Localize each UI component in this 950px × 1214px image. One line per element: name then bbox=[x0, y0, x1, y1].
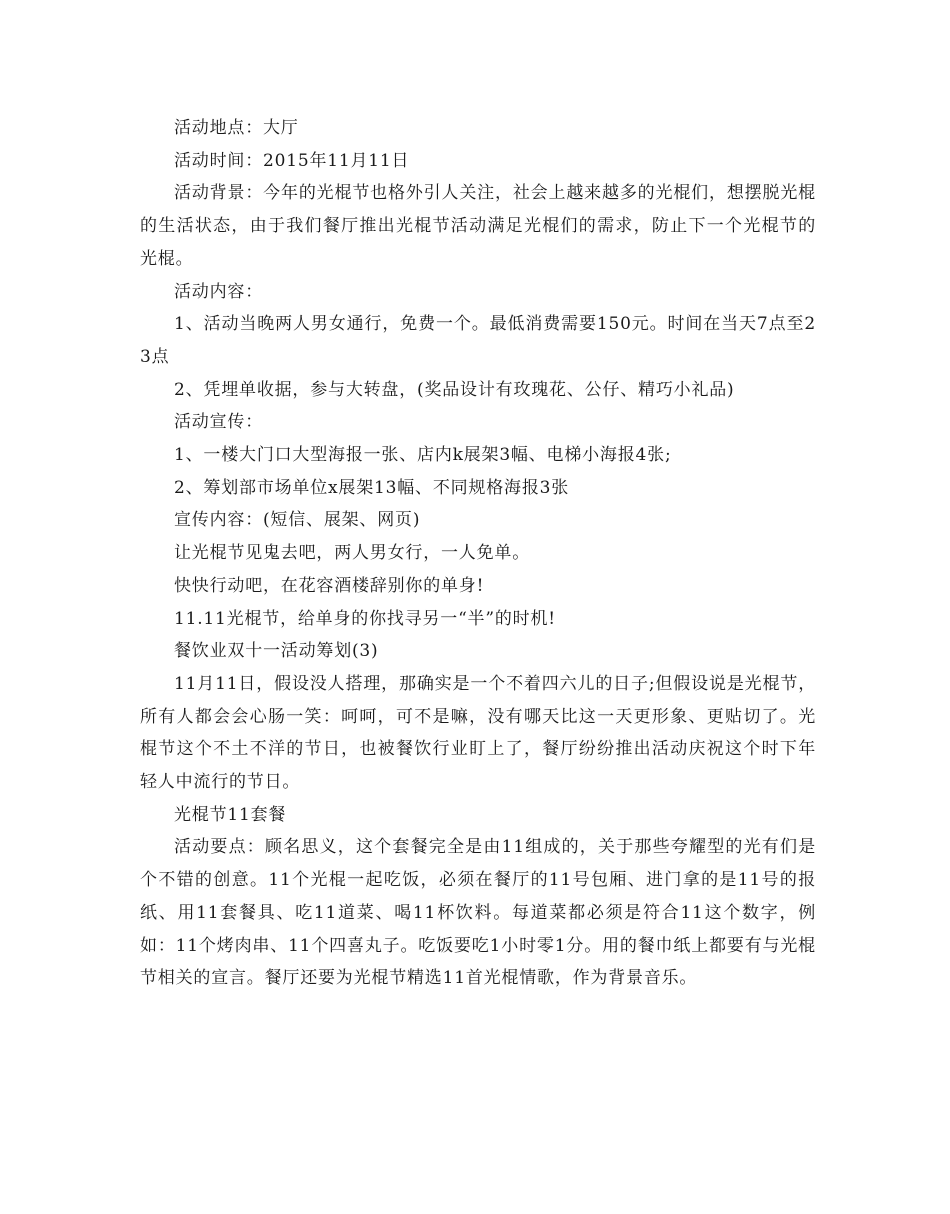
paragraph-promotion-item-2: 2、筹划部市场单位x展架13幅、不同规格海报3张 bbox=[174, 477, 570, 498]
section-title: 餐饮业双十一活动筹划(3) bbox=[174, 641, 379, 662]
paragraph-intro: 11月11日，假设没人搭理，那确实是一个不着四六儿的日子;但假设说是光棍节，所有人都会会心肠一笑：呵呵，可不是嘛，没有哪天比这一天更形象、更贴切了。光棍节这个不土不洋的节日，也被餐饮行业盯上了，餐厅纷纷推出活动庆祝这个时下年轻人中流行的节日。 bbox=[140, 673, 816, 793]
paragraph-promotion-item-1: 1、一楼大门口大型海报一张、店内k展架3幅、电梯小海报4张; bbox=[174, 445, 672, 466]
paragraph-promo-content-heading: 宣传内容：(短信、展架、网页) bbox=[174, 510, 421, 531]
document-body bbox=[140, 112, 816, 995]
paragraph-time: 活动时间：2015年11月11日 bbox=[174, 150, 410, 171]
paragraph-slogan-3: 11.11光棍节，给单身的你找寻另一“半”的时机! bbox=[174, 608, 556, 629]
paragraph-slogan-1: 让光棍节见鬼去吧，两人男女行，一人免单。 bbox=[174, 543, 530, 564]
paragraph-promotion-heading: 活动宣传： bbox=[174, 412, 263, 433]
paragraph-content-item-1: 1、活动当晚两人男女通行，免费一个。最低消费需要150元。时间在当天7点至23点 bbox=[140, 314, 816, 367]
paragraph-venue: 活动地点：大厅 bbox=[174, 118, 299, 138]
paragraph-package-details: 活动要点：顾名思义，这个套餐完全是由11组成的，关于那些夸耀型的光有们是个不错的创意。11个光棍一起吃饭，必须在餐厅的11号包厢、进门拿的是11号的报纸、用11套餐具、吃11道菜、喝11杯饮料。每道菜都必须是符合11这个数字，例如：11个烤肉串、11个四喜丸子。吃饭要吃1小时零1分。用的餐巾纸上都要有与光棍节相关的宣言。餐厅还要为光棍节精选11首光棍情歌，作为背景音乐。 bbox=[140, 837, 816, 989]
paragraph-background: 活动背景：今年的光棍节也格外引人关注，社会上越来越多的光棍们，想摆脱光棍的生活状态，由于我们餐厅推出光棍节活动满足光棍们的需求，防止下一个光棍节的光棍。 bbox=[140, 183, 816, 269]
paragraph-content-item-2: 2、凭埋单收据，参与大转盘，(奖品设计有玫瑰花、公仔、精巧小礼品) bbox=[174, 379, 735, 400]
subsection-title: 光棍节11套餐 bbox=[174, 804, 287, 825]
paragraph-slogan-2: 快快行动吧，在花容酒楼辞别你的单身! bbox=[174, 575, 485, 596]
paragraph-content-heading: 活动内容： bbox=[174, 281, 263, 302]
